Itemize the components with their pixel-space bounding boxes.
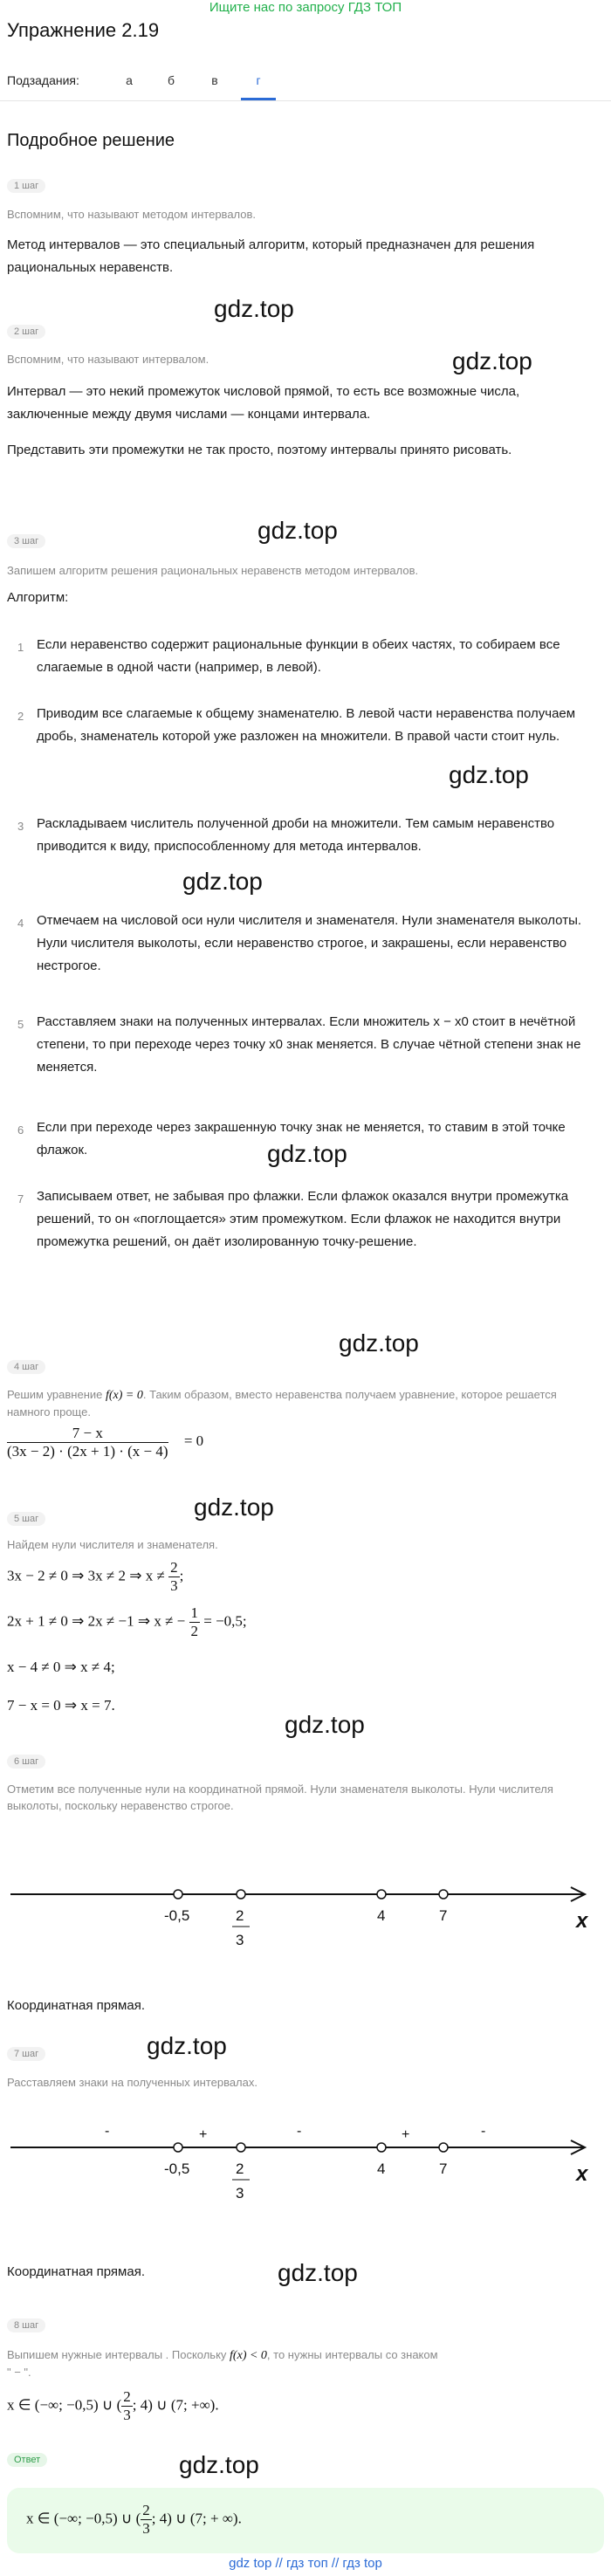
expr: x ∈ (−∞; −0,5) ∪ ( — [7, 2396, 122, 2414]
watermark: gdz.top — [285, 1711, 365, 1738]
step-note-1: Вспомним, что называют методом интервалов. — [7, 208, 257, 221]
watermark: gdz.top — [278, 2259, 358, 2286]
algorithm-label: Алгоритм: — [7, 590, 69, 605]
step-badge-1: 1 шаг — [7, 179, 45, 193]
fraction-numerator: 2 — [123, 2388, 131, 2405]
point--0.5 — [174, 1890, 182, 1899]
list-item: Если при переходе через закрашенную точку знак не меняется, то ставим в этой точке флажок. — [37, 1120, 566, 1157]
expr: ; — [179, 1567, 184, 1584]
fraction-denominator: (3x − 2) · (2x + 1) · (x − 4) — [7, 1443, 168, 1460]
number-line-2 — [0, 2112, 611, 2226]
list-item: Раскладываем числитель полученной дроби на множители. Тем самым неравенство приводится к виду, приспособленному для метода интервалов. — [37, 816, 555, 854]
list-number: 5 — [17, 1018, 24, 1031]
axis-var: x — [576, 2162, 588, 2186]
active-tab-indicator — [241, 98, 276, 100]
fraction-numerator: 7 − x — [7, 1425, 168, 1443]
step-text-2b: Представить эти промежутки не так просто, поэтому интервалы принято рисовать. — [7, 443, 512, 457]
list-number: 6 — [17, 1123, 24, 1137]
tick-label-den: 3 — [236, 2185, 244, 2202]
watermark: gdz.top — [452, 347, 532, 374]
fraction-denominator: 3 — [142, 2520, 150, 2537]
step-note-4 — [7, 1386, 601, 1420]
promo-banner[interactable]: Ищите нас по запросу ГДЗ ТОП — [209, 0, 402, 15]
tick-label-den: 3 — [236, 1932, 244, 1948]
solution-heading: Подробное решение — [7, 131, 175, 150]
point--0.5 — [174, 2143, 182, 2152]
tick-label: 4 — [377, 1907, 386, 1924]
fraction-numerator: 1 — [190, 1604, 198, 1621]
list-item: Расставляем знаки на полученных интервалах. Если множитель x − x0 стоит в нечётной степени, то при переходе через точку x0 знак меняется. В случае чётной степени знак не меняется. — [37, 1014, 581, 1075]
step-note-8 — [7, 2346, 601, 2380]
figure-caption-2: Координатная прямая. — [7, 2264, 145, 2279]
tab-a[interactable]: а — [126, 73, 133, 87]
note-text: . Таким образом, вместо неравенства получаем уравнение, которое решается намного проще. — [7, 1388, 557, 1419]
step-badge-7: 7 шаг — [7, 2047, 45, 2061]
sign-plus: + — [199, 2127, 208, 2142]
list-item: Записываем ответ, не забывая про флажки. Если флажок оказался внутри промежутка решений, то он «поглощается» этим промежутком. Если флажок не находится внутри промежутка решений, он даёт изолированную точку-решение. — [37, 1189, 569, 1249]
tick-label: -0,5 — [164, 1907, 190, 1924]
note-text: Выпишем нужные интервалы . Поскольку — [7, 2348, 227, 2361]
sign-minus: - — [481, 2124, 486, 2139]
point-4 — [377, 2143, 386, 2152]
list-item: Отмечаем на числовой оси нули числителя и знаменателя. Нули знаменателя выколоты. Нули числителя выколоты, если неравенство строгое, и закрашены, если неравенство нестрогое. — [37, 913, 582, 973]
list-number: 2 — [17, 710, 24, 723]
expr: ; 4) ∪ (7; + ∞). — [151, 2510, 242, 2527]
answer-expression — [26, 2502, 242, 2538]
equation-fraction — [7, 1425, 203, 1460]
function-label: f(x) = 0 — [106, 1389, 143, 1402]
zero-line-1 — [7, 1559, 183, 1595]
point-2/3 — [237, 1890, 245, 1899]
step-text-1: Метод интервалов — это специальный алгоритм, который предназначен для решения рациональных неравенств. — [7, 237, 535, 275]
tick-label-num: 2 — [236, 1907, 244, 1924]
step-badge-5: 5 шаг — [7, 1512, 45, 1526]
subtasks-label: Подзадания: — [7, 73, 79, 87]
list-number: 1 — [17, 641, 24, 654]
point-2/3 — [237, 2143, 245, 2152]
point-4 — [377, 1890, 386, 1899]
step-note-6: Отметим все полученные нули на координатной прямой. Нули знаменателя выколоты. Нули числителя выколоты, поскольку неравенство строгое. — [7, 1783, 553, 1812]
equation-rhs: = 0 — [183, 1432, 204, 1450]
step-note-3: Запишем алгоритм решения рациональных неравенств методом интервалов. — [7, 564, 419, 577]
answer-box — [7, 2488, 604, 2553]
point-7 — [439, 1890, 448, 1899]
figure-caption-1: Координатная прямая. — [7, 1998, 145, 2013]
watermark: gdz.top — [257, 517, 338, 544]
fraction-numerator: 2 — [170, 1559, 178, 1576]
watermark: gdz.top — [214, 295, 294, 322]
step-badge-6: 6 шаг — [7, 1755, 45, 1769]
step-badge-4: 4 шаг — [7, 1360, 45, 1374]
step-note-2: Вспомним, что называют интервалом. — [7, 353, 209, 366]
tab-v[interactable]: в — [211, 73, 218, 87]
point-7 — [439, 2143, 448, 2152]
sign-minus: - — [297, 2124, 302, 2139]
list-number: 4 — [17, 917, 24, 930]
zero-line-2 — [7, 1604, 247, 1640]
list-item: Если неравенство содержит рациональные функции в обеих частях, то собираем все слагаемые в одной части (например, в левой). — [37, 637, 560, 675]
solution-set — [7, 2388, 219, 2424]
watermark: gdz.top — [339, 1329, 419, 1357]
watermark: gdz.top — [182, 868, 263, 895]
footer-links[interactable]: gdz top // гдз топ // гдз top — [229, 2556, 382, 2571]
page-title: Упражнение 2.19 — [7, 19, 160, 41]
tab-b[interactable]: б — [167, 73, 175, 87]
watermark: gdz.top — [267, 1140, 347, 1167]
list-item: Приводим все слагаемые к общему знаменателю. В левой части неравенства получаем дробь, знаменатель которой уже разложен на множители. В правой части стоит нуль. — [37, 706, 576, 744]
function-label: f(x) < 0 — [230, 2349, 267, 2362]
step-text-2: Интервал — это некий промежуток числовой прямой, то есть все возможные числа, заключенные между двумя числами — концами интервала. — [7, 384, 520, 422]
expr: 2x + 1 ≠ 0 ⇒ 2x ≠ −1 ⇒ x ≠ − — [7, 1612, 186, 1630]
zero-line-4: 7 − x = 0 ⇒ x = 7. — [7, 1697, 115, 1714]
step-badge-2: 2 шаг — [7, 325, 45, 339]
tab-g[interactable]: г — [256, 73, 261, 87]
step-badge-8: 8 шаг — [7, 2318, 45, 2332]
tick-label: -0,5 — [164, 2160, 190, 2177]
note-text: , то нужны интервалы со знаком — [266, 2348, 438, 2361]
expr: x ∈ (−∞; −0,5) ∪ ( — [26, 2510, 141, 2527]
list-number: 7 — [17, 1192, 24, 1206]
note-text: " − ". — [7, 2366, 31, 2379]
sign-minus: - — [105, 2124, 110, 2139]
expr: ; 4) ∪ (7; +∞). — [132, 2396, 219, 2414]
expr: 3x − 2 ≠ 0 ⇒ 3x ≠ 2 ⇒ x ≠ — [7, 1567, 165, 1584]
watermark: gdz.top — [449, 761, 529, 788]
tick-label-num: 2 — [236, 2160, 244, 2177]
step-badge-3: 3 шаг — [7, 534, 45, 548]
axis-var: x — [576, 1909, 588, 1933]
watermark: gdz.top — [147, 2032, 227, 2059]
sign-plus: + — [402, 2127, 410, 2142]
number-line-1 — [0, 1859, 611, 1973]
watermark: gdz.top — [194, 1494, 274, 1521]
tick-label: 4 — [377, 2160, 386, 2177]
step-note-5: Найдем нули числителя и знаменателя. — [7, 1538, 218, 1551]
fraction-denominator: 3 — [170, 1577, 178, 1594]
expr: = −0,5; — [203, 1612, 247, 1630]
note-text: Решим уравнение — [7, 1388, 103, 1401]
tick-label: 7 — [439, 2160, 448, 2177]
fraction-denominator: 3 — [123, 2407, 131, 2423]
fraction-denominator: 2 — [190, 1623, 198, 1639]
tabs-divider — [0, 100, 611, 101]
list-number: 3 — [17, 820, 24, 833]
step-note-7: Расставляем знаки на полученных интервалах. — [7, 2076, 257, 2089]
fraction-numerator: 2 — [142, 2502, 150, 2518]
answer-label: Ответ — [7, 2453, 47, 2467]
watermark: gdz.top — [179, 2451, 259, 2478]
zero-line-3: x − 4 ≠ 0 ⇒ x ≠ 4; — [7, 1659, 115, 1675]
tick-label: 7 — [439, 1907, 448, 1924]
